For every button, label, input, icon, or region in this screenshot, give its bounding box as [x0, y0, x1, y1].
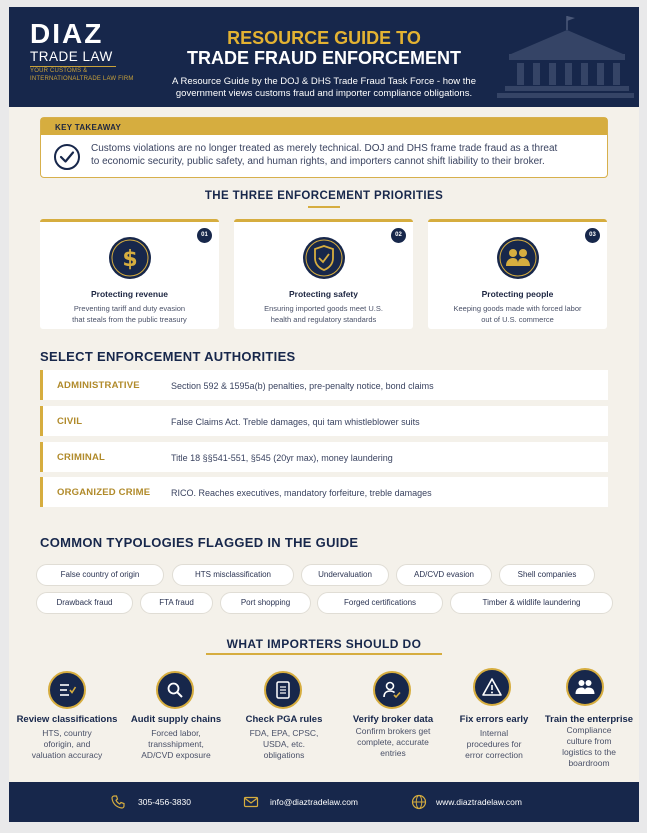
team-icon: [566, 668, 604, 706]
action-description: [231, 728, 337, 761]
action-title: Audit supply chains: [130, 714, 222, 725]
warning-icon: [473, 668, 511, 706]
footer-website-link[interactable]: www.diaztradelaw.com: [436, 797, 522, 807]
shield-check-icon: [303, 237, 345, 279]
authority-label: ADMINISTRATIVE: [57, 380, 140, 391]
priority-number-badge: 01: [197, 228, 212, 243]
typology-pill: AD/CVD evasion: [396, 564, 492, 586]
action-description-line: complete, accurate: [357, 737, 429, 747]
action-description-line: Forced labor,: [151, 728, 201, 738]
action-description-line: Compliance: [566, 725, 612, 735]
logo-wordmark: DIAZ: [30, 18, 104, 49]
priority-card-people: [428, 219, 607, 329]
priority-card-safety: [234, 219, 413, 329]
key-takeaway-heading: KEY TAKEAWAY: [41, 118, 607, 135]
magnifier-icon: [156, 671, 194, 709]
footer-email-link[interactable]: info@diaztradelaw.com: [270, 797, 359, 807]
phone-icon: [110, 794, 126, 810]
action-title: Train the enterprise: [544, 714, 634, 725]
priority-title: Protecting people: [481, 289, 554, 299]
typology-pill: FTA fraud: [140, 592, 213, 614]
action-description-line: transshipment,: [148, 739, 204, 749]
action-description-line: Internal: [479, 728, 509, 738]
priority-description-line1: Preventing tariff and duty evasion: [73, 304, 186, 313]
authority-label: CRIMINAL: [57, 452, 106, 463]
typology-pill: False country of origin: [36, 564, 164, 586]
typology-pill: HTS misclassification: [172, 564, 294, 586]
action-description: [449, 728, 539, 761]
typology-pill: Forged certifications: [317, 592, 443, 614]
page-subtitle-line1: A Resource Guide by the DOJ & DHS Trade Fraud Task Force - how the: [172, 76, 476, 87]
action-description-line: error correction: [465, 750, 523, 760]
action-title: Check PGA rules: [245, 714, 323, 725]
checklist-icon: [48, 671, 86, 709]
page-subtitle-line2: government views customs fraud and importer compliance obligations.: [175, 88, 473, 99]
action-description-line: culture from: [566, 736, 612, 746]
authority-row-criminal: [40, 442, 608, 472]
resource-guide-page: [9, 7, 639, 822]
globe-icon: [411, 794, 427, 810]
action-description-line: HTS, country: [42, 728, 92, 738]
authority-label: CIVIL: [57, 416, 83, 427]
authority-description: RICO. Reaches executives, mandatory forfeiture, treble damages: [171, 488, 432, 498]
people-icon: [497, 237, 539, 279]
action-description-line: logistics to the: [562, 747, 616, 757]
action-description-line: procedures for: [466, 739, 522, 749]
priority-description-line1: Keeping goods made with forced labor: [453, 304, 582, 313]
typology-pill: Drawback fraud: [36, 592, 133, 614]
page-title-line2: TRADE FRAUD ENFORCEMENT: [187, 48, 461, 68]
government-building-icon: [489, 12, 634, 102]
key-takeaway-line2: to economic security, public safety, and human rights, and importers cannot shift liability to their broker.: [91, 156, 545, 167]
actions-heading-underline: [206, 653, 442, 655]
action-description-line: Confirm brokers get: [355, 726, 431, 736]
action-title: Verify broker data: [352, 714, 434, 725]
typology-pill: Timber & wildlife laundering: [450, 592, 613, 614]
authority-row-organized-crime: [40, 477, 608, 507]
page-title-line1: RESOURCE GUIDE TO: [227, 28, 421, 48]
action-description-line: entries: [380, 748, 406, 758]
priority-number-badge: 03: [585, 228, 600, 243]
action-description-line: obligations: [263, 750, 305, 760]
authority-description: False Claims Act. Treble damages, qui tam whistleblower suits: [171, 417, 420, 427]
priority-description: [438, 303, 597, 325]
priority-title: Protecting revenue: [91, 289, 168, 299]
authority-row-civil: [40, 406, 608, 436]
action-description-line: oforigin, and: [43, 739, 91, 749]
action-description: [539, 725, 639, 769]
action-description-line: valuation accuracy: [31, 750, 103, 760]
logo-subtitle: TRADE LAW: [30, 49, 113, 64]
document-icon: [264, 671, 302, 709]
action-description: [13, 728, 121, 761]
logo-tagline-line2: INTERNATIONALTRADE LAW FIRM: [30, 76, 134, 82]
actions-heading: WHAT IMPORTERS SHOULD DO: [226, 637, 422, 651]
key-takeaway-line1: Customs violations are no longer treated as merely technical. DOJ and DHS frame trade fraud as a threat: [91, 143, 558, 154]
person-check-icon: [373, 671, 411, 709]
priority-number-badge: 02: [391, 228, 406, 243]
email-icon: [243, 794, 259, 810]
priority-title: Protecting safety: [289, 289, 358, 299]
authorities-heading: SELECT ENFORCEMENT AUTHORITIES: [40, 349, 296, 364]
typology-pill: Shell companies: [499, 564, 595, 586]
priority-description: [244, 303, 403, 325]
key-takeaway-text: [91, 142, 596, 168]
action-description-line: AD/CVD exposure: [141, 750, 211, 760]
action-description: [123, 728, 229, 761]
authority-row-administrative: [40, 370, 608, 400]
authority-description: Title 18 §§541-551, §545 (20yr max), money laundering: [171, 453, 393, 463]
footer: [9, 782, 639, 822]
priority-card-revenue: [40, 219, 219, 329]
action-description-line: FDA, EPA, CPSC,: [249, 728, 319, 738]
typologies-heading: COMMON TYPOLOGIES FLAGGED IN THE GUIDE: [40, 535, 359, 550]
checkmark-circle-icon: [53, 143, 81, 171]
header: [9, 7, 639, 107]
key-takeaway-box: [40, 117, 608, 178]
svg-text:$: $: [122, 247, 138, 272]
priority-description-line2: that steals from the public treasury: [72, 315, 187, 324]
priority-description-line2: health and regulatory standards: [270, 315, 377, 324]
action-description-line: boardroom: [568, 758, 610, 768]
logo-tagline-line1: YOUR CUSTOMS &: [30, 68, 88, 74]
action-description: [339, 726, 447, 759]
authority-description: Section 592 & 1595a(b) penalties, pre-penalty notice, bond claims: [171, 381, 434, 391]
typology-pill: Undervaluation: [301, 564, 389, 586]
priority-description-line1: Ensuring imported goods meet U.S.: [264, 304, 383, 313]
priorities-heading: THE THREE ENFORCEMENT PRIORITIES: [204, 190, 444, 202]
action-title: Review classifications: [16, 714, 118, 725]
priorities-heading-underline: [308, 206, 340, 208]
action-title: Fix errors early: [459, 714, 529, 725]
action-description-line: USDA, etc.: [262, 739, 306, 749]
priority-description: [50, 303, 209, 325]
priority-description-line2: out of U.S. commerce: [481, 315, 554, 324]
footer-phone-link[interactable]: 305-456-3830: [138, 797, 191, 807]
typology-pill: Port shopping: [220, 592, 311, 614]
dollar-icon: [109, 237, 151, 279]
authority-label: ORGANIZED CRIME: [57, 487, 151, 498]
